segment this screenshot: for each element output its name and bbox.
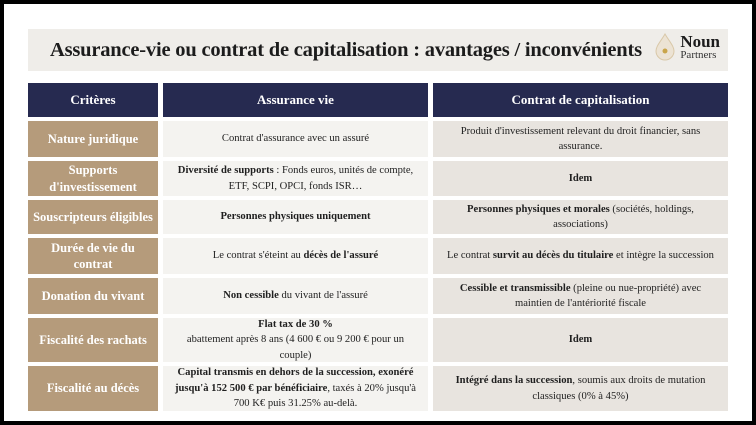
capitalisation-cell bbox=[433, 121, 728, 157]
assurance-vie-cell bbox=[163, 238, 428, 274]
bold-text: Personnes physiques uniquement bbox=[220, 211, 371, 223]
bold-text: Intégré dans la succession bbox=[455, 375, 573, 387]
bold-text: décès de l'assuré bbox=[303, 250, 379, 262]
cell-text: et intègre la succession bbox=[613, 250, 714, 262]
column-header-assurance-vie: Assurance vie bbox=[163, 83, 428, 117]
criterion-cell: Donation du vivant bbox=[28, 278, 158, 314]
bold-text: Capital transmis en dehors de la succession, exonéré jusqu'à 152 500 € par bénéficiaire bbox=[174, 367, 414, 394]
bold-text: Personnes physiques et morales bbox=[467, 203, 610, 215]
column-header-criteres: Critères bbox=[28, 83, 158, 117]
assurance-vie-cell bbox=[163, 318, 428, 362]
cell-text: Contrat d'assurance avec un assuré bbox=[221, 133, 370, 145]
capitalisation-cell bbox=[433, 278, 728, 314]
criterion-cell: Fiscalité des rachats bbox=[28, 318, 158, 362]
bold-text: survit au décès du titulaire bbox=[492, 250, 614, 262]
criterion-cell: Supports d'investissement bbox=[28, 161, 158, 196]
assurance-vie-cell bbox=[163, 200, 428, 234]
cell-text: abattement après 8 ans (4 600 € ou 9 200 € pour un couple) bbox=[186, 334, 405, 361]
criterion-cell: Nature juridique bbox=[28, 121, 158, 157]
capitalisation-cell bbox=[433, 238, 728, 274]
capitalisation-cell bbox=[433, 318, 728, 362]
logo-text-partners: Partners bbox=[680, 49, 717, 61]
criterion-cell: Fiscalité au décès bbox=[28, 366, 158, 411]
criterion-cell: Souscripteurs éligibles bbox=[28, 200, 158, 234]
assurance-vie-cell bbox=[163, 161, 428, 196]
drop-logo-icon bbox=[654, 33, 676, 61]
noun-partners-logo bbox=[654, 33, 720, 61]
column-header-capitalisation: Contrat de capitalisation bbox=[433, 83, 728, 117]
capitalisation-cell bbox=[433, 200, 728, 234]
criterion-cell: Durée de vie du contrat bbox=[28, 238, 158, 274]
cell-text: (sociétés, holdings, associations) bbox=[553, 203, 694, 230]
capitalisation-cell bbox=[433, 161, 728, 196]
assurance-vie-cell bbox=[163, 121, 428, 157]
slide bbox=[4, 4, 752, 421]
cell-text: , soumis aux droits de mutation classiques (0% à 45%) bbox=[532, 375, 706, 402]
assurance-vie-cell bbox=[163, 366, 428, 411]
cell-text: Le contrat bbox=[447, 250, 493, 262]
page-title: Assurance-vie ou contrat de capitalisation : avantages / inconvénients bbox=[50, 38, 642, 61]
cell-text: , taxés à 20% jusqu'à 700 K€ puis 31.25% au-delà. bbox=[233, 382, 417, 410]
bold-text: Cessible et transmissible bbox=[459, 282, 571, 294]
logo-text-noun: Noun bbox=[680, 32, 720, 51]
cell-text: du vivant de l'assuré bbox=[278, 290, 368, 302]
bold-text: Diversité de supports bbox=[177, 165, 274, 177]
capitalisation-cell bbox=[433, 366, 728, 411]
bold-text: Flat tax de 30 % bbox=[258, 318, 333, 330]
cell-text: Produit d'investissement relevant du droit financier, sans assurance. bbox=[460, 125, 701, 152]
bold-text: Non cessible bbox=[223, 290, 279, 302]
bold-text: Idem bbox=[568, 334, 593, 346]
title-bar bbox=[28, 29, 728, 71]
assurance-vie-cell bbox=[163, 278, 428, 314]
bold-text: Idem bbox=[568, 172, 593, 184]
cell-text: : Fonds euros, unités de compte, ETF, SCPI, OPCI, fonds ISR… bbox=[228, 165, 414, 192]
comparison-table bbox=[28, 83, 728, 411]
cell-text: (pleine ou nue-propriété) avec maintien de l'antériorité fiscale bbox=[514, 282, 702, 309]
cell-text: Le contrat s'éteint au bbox=[212, 250, 304, 262]
